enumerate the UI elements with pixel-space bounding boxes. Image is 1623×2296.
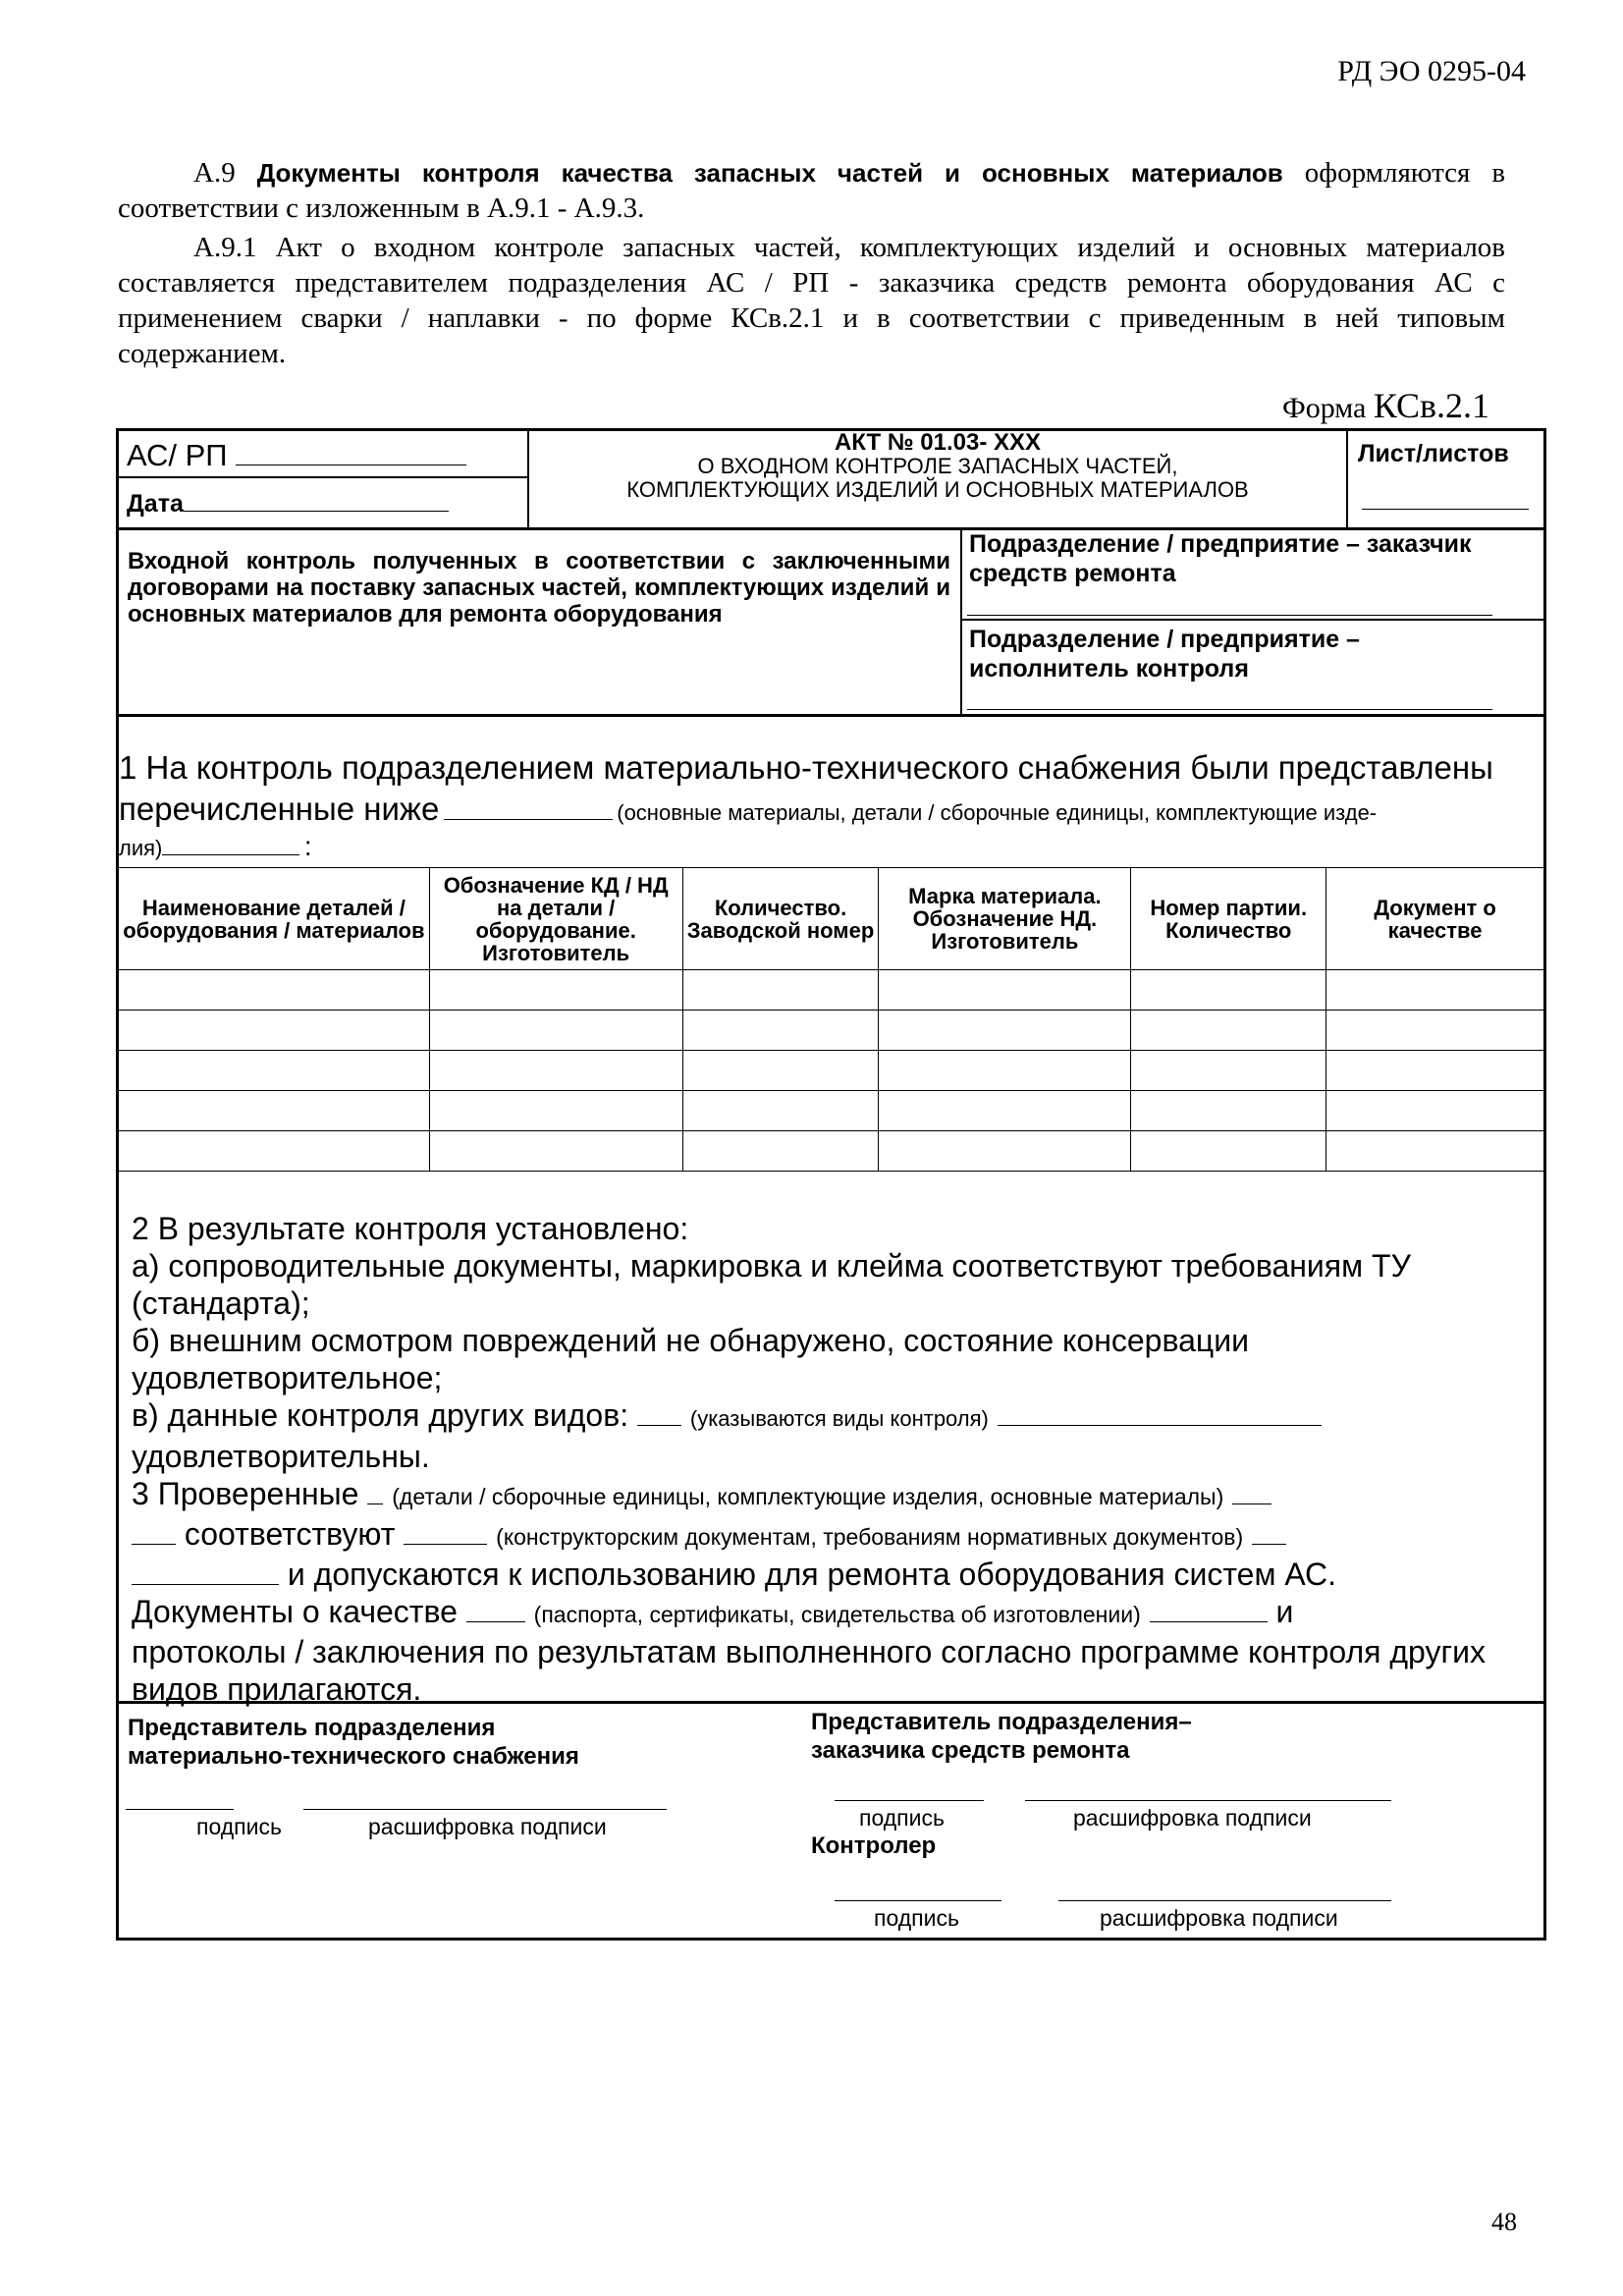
divider	[117, 714, 1545, 717]
form-label	[1282, 385, 1489, 426]
signature-decode-caption: расшифровка подписи	[1100, 1905, 1338, 1931]
table-row[interactable]	[119, 1011, 1544, 1051]
controller-decode-line[interactable]	[1058, 1900, 1391, 1901]
s1-note-2: лия)	[119, 836, 163, 860]
mts-signature-line[interactable]	[126, 1809, 234, 1810]
divider	[117, 476, 527, 478]
signature-caption: подпись	[196, 1814, 282, 1839]
divider	[1346, 429, 1348, 528]
p1-bold: Документы контроля качества запасных частей и основных материалов	[256, 158, 1283, 188]
table-row[interactable]	[119, 1091, 1544, 1131]
form-label-prefix: Форма	[1282, 392, 1367, 424]
docs-rest: протоколы / заключения по результатам выполненного согласно программе контроля других видов прилагаются.	[132, 1634, 1486, 1707]
date-field[interactable]	[127, 490, 449, 519]
column-header: Марка материала. Обозначение НД. Изготовитель	[879, 868, 1131, 970]
rep-customer: Представитель подразделения– заказчика средств ремонта	[811, 1709, 1192, 1764]
divider	[960, 528, 962, 715]
signature-decode-caption: расшифровка подписи	[1073, 1805, 1312, 1831]
column-header: Количество. Заводской номер	[682, 868, 879, 970]
column-header: Документ о качестве	[1326, 868, 1544, 970]
s1-note: (основные материалы, детали / сборочные единицы, комплектующие изде-	[617, 800, 1378, 825]
column-header: Наименование деталей / оборудования / материалов	[119, 868, 430, 970]
customer-decode-line[interactable]	[1025, 1800, 1391, 1801]
act-subtitle-2: КОМПЛЕКТУЮЩИХ ИЗДЕЛИЙ И ОСНОВНЫХ МАТЕРИАЛОВ	[626, 477, 1249, 502]
section1-line1: 1 На контроль подразделением материально-технического снабжения были представлены	[119, 749, 1493, 786]
executor-line[interactable]	[967, 709, 1492, 710]
s2-b: б) внешним осмотром повреждений не обнаружено, состояние консервации удовлетворительное;	[132, 1323, 1249, 1395]
p1-num: А.9	[193, 157, 236, 189]
mts-decode-line[interactable]	[303, 1809, 667, 1810]
s2-c-end: удовлетворительны.	[132, 1439, 430, 1474]
s3-line3: и допускаются к использованию для ремонта оборудования систем АС.	[132, 1556, 1506, 1593]
controller-label: Контролер	[811, 1832, 937, 1859]
s1-blank[interactable]	[444, 819, 613, 820]
customer-line[interactable]	[967, 615, 1492, 616]
divider	[961, 619, 1545, 621]
s2-title: 2 В результате контроля установлено:	[132, 1211, 689, 1246]
incoming-control-text: Входной контроль полученных в соответствии с заключенными договорами на поставку запасных частей, комплектующих изделий и основных материалов для ремонта оборудования	[128, 548, 950, 628]
s3-line2: соответствуют (конструкторским документам, требованиям нормативных документов)	[132, 1515, 1506, 1556]
as-rp-field[interactable]	[127, 438, 466, 473]
s1-main: перечисленные ниже	[119, 791, 440, 827]
p1-rest: оформляются в соответствии с изложенным в А.9.1 - А.9.3.	[118, 157, 1506, 224]
s2-c: в) данные контроля других видов: (указываются виды контроля)	[132, 1396, 1506, 1438]
signature-caption: подпись	[859, 1805, 945, 1831]
document-code: РД ЭО 0295-04	[1337, 55, 1526, 87]
docs-line1: Документы о качестве (паспорта, сертификаты, свидетельства об изготовлении) и	[132, 1594, 1294, 1629]
table-header-row	[119, 868, 1544, 970]
section1-line2	[119, 791, 1377, 828]
divider	[117, 1701, 1545, 1704]
act-title-block	[530, 431, 1345, 502]
page-number: 48	[1491, 2208, 1517, 2236]
divider	[527, 429, 529, 528]
date-label: Дата	[127, 490, 184, 518]
section1-line3: лия) :	[119, 831, 312, 861]
paragraph-a91	[118, 230, 1505, 371]
s2-a: а) сопроводительные документы, маркировка и клейма соответствуют требованиям ТУ (стандарта);	[132, 1248, 1411, 1321]
column-header: Номер партии. Количество	[1131, 868, 1326, 970]
table-row[interactable]	[119, 1051, 1544, 1091]
paragraph-a9	[118, 155, 1505, 226]
as-rp-label: АС/ РП	[127, 438, 228, 472]
controller-signature-line[interactable]	[835, 1900, 1001, 1901]
p2-text: А.9.1 Акт о входном контроле запасных частей, комплектующих изделий и основных материалов составляется представителем подразделения АС / РП - заказчика средств ремонта оборудования АС с применением сварки / наплавки - по форме КСв.2.1 и в соответствии с приведенным в ней типовым содержанием.	[118, 232, 1505, 369]
materials-table	[118, 867, 1544, 1172]
customer-label: Подразделение / предприятие – заказчик средств ремонта	[969, 530, 1472, 587]
s3-line1: 3 Проверенные (детали / сборочные единицы, комплектующие изделия, основные материалы)	[132, 1475, 1506, 1515]
signature-caption: подпись	[874, 1905, 959, 1931]
rep-mts: Представитель подразделения материально-технического снабжения	[128, 1715, 579, 1770]
executor-label: Подразделение / предприятие – исполнитель контроля	[969, 626, 1360, 683]
signature-decode-caption: расшифровка подписи	[368, 1814, 607, 1839]
column-header: Обозначение КД / НД на детали / оборудование. Изготовитель	[429, 868, 682, 970]
form-label-code: КСв.2.1	[1373, 386, 1489, 425]
sheets-label: Лист/листов	[1358, 440, 1509, 467]
sheets-line[interactable]	[1362, 509, 1529, 510]
table-row[interactable]	[119, 970, 1544, 1011]
act-title: АКТ № 01.03- ХХХ	[834, 429, 1042, 456]
section2	[132, 1210, 1506, 1708]
customer-signature-line[interactable]	[835, 1800, 984, 1801]
table-row[interactable]	[119, 1131, 1544, 1172]
act-subtitle-1: О ВХОДНОМ КОНТРОЛЕ ЗАПАСНЫХ ЧАСТЕЙ,	[697, 454, 1178, 478]
